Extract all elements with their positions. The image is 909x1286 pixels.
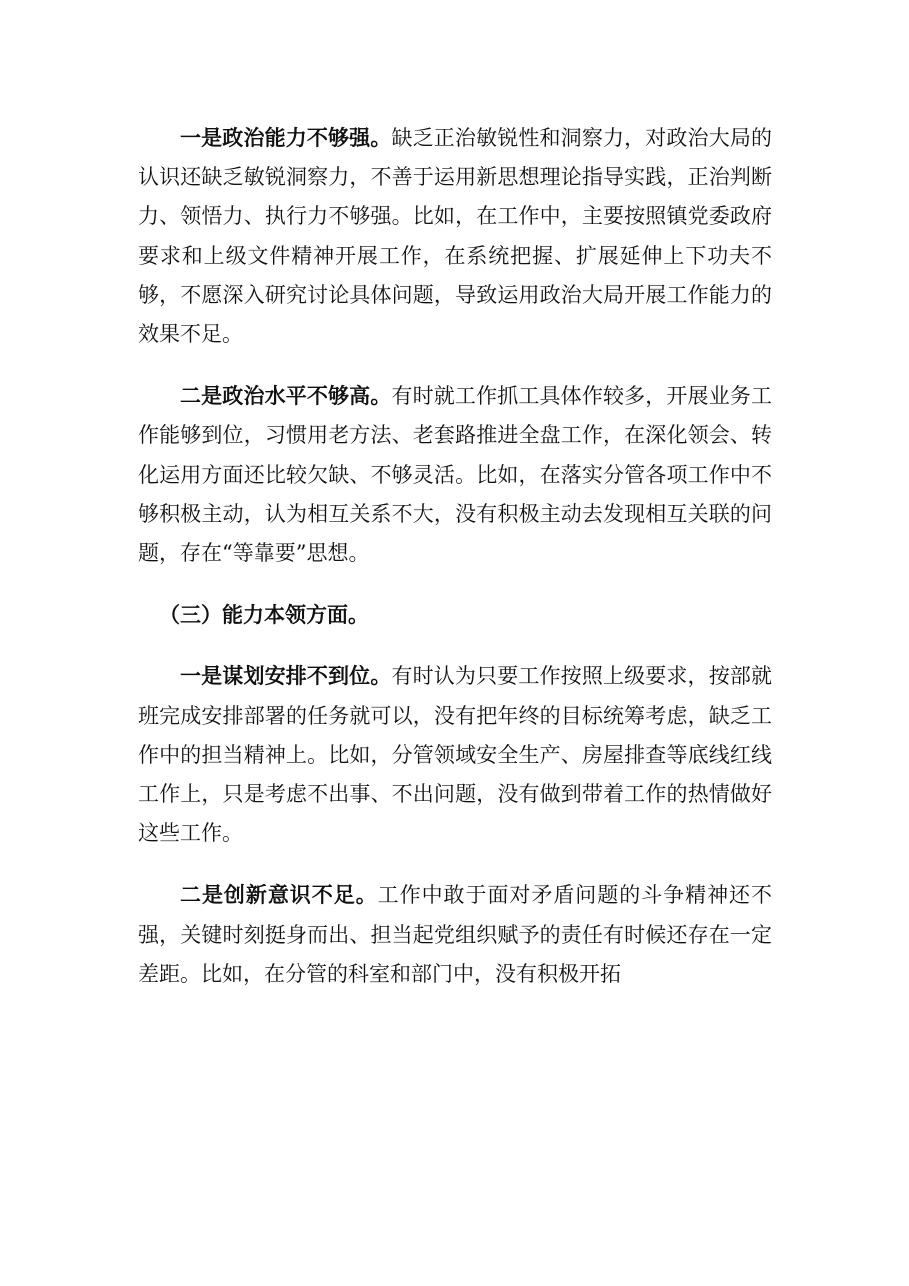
document-body [138,118,772,1016]
paragraph-lead: 二是政治水平不够高。 [180,383,392,409]
paragraph-political-level [138,376,772,573]
paragraph-lead: 一是政治能力不够强。 [180,125,392,150]
paragraph-text: 缺乏正治敏锐性和洞察力，对政治大局的认识还缺乏敏锐洞察力，不善于运用新思想理论指导实践，正治判断力、领悟力、执行力不够强。比如，在工作中，主要按照镇党委政府要求和上级文件精神开展工作，在系统把握、扩展延伸上下功夫不够，不愿深入研究讨论具体问题，导致运用政治大局开展工作能力的效果不足。 [138,126,773,347]
paragraph-lead: 二是创新意识不足。 [180,882,378,908]
paragraph-lead: 一是谋划安排不到位。 [180,663,392,689]
section-heading: （三）能力本领方面。 [159,602,369,628]
paragraph-text: 工作中敢于面对矛盾问题的斗争精神还不强，关键时刻挺身而出、担当起党组织赋予的责任有时候还存在一定差距。比如，在分管的科室和部门中，没有积极开拓 [138,883,773,986]
paragraph-text: 有时认为只要工作按照上级要求，按部就班完成安排部署的任务就可以，没有把年终的目标统筹考虑，缺乏工作中的担当精神上。比如，分管领域安全生产、房屋排查等底线红线工作上，只是考虑不出事、不出问题，没有做到带着工作的热情做好这些工作。 [138,664,773,846]
paragraph-text: 有时就工作抓工具体作较多，开展业务工作能够到位，习惯用老方法、老套路推进全盘工作，在深化领会、转化运用方面还比较欠缺、不够灵活。比如，在落实分管各项工作中不够积极主动，认为相互关系不大，没有积极主动去发现相互关联的问题，存在“等靠要”思想。 [138,384,773,566]
paragraph-planning [138,656,772,853]
paragraph-political-ability [138,118,772,354]
paragraph-innovation [138,875,772,994]
